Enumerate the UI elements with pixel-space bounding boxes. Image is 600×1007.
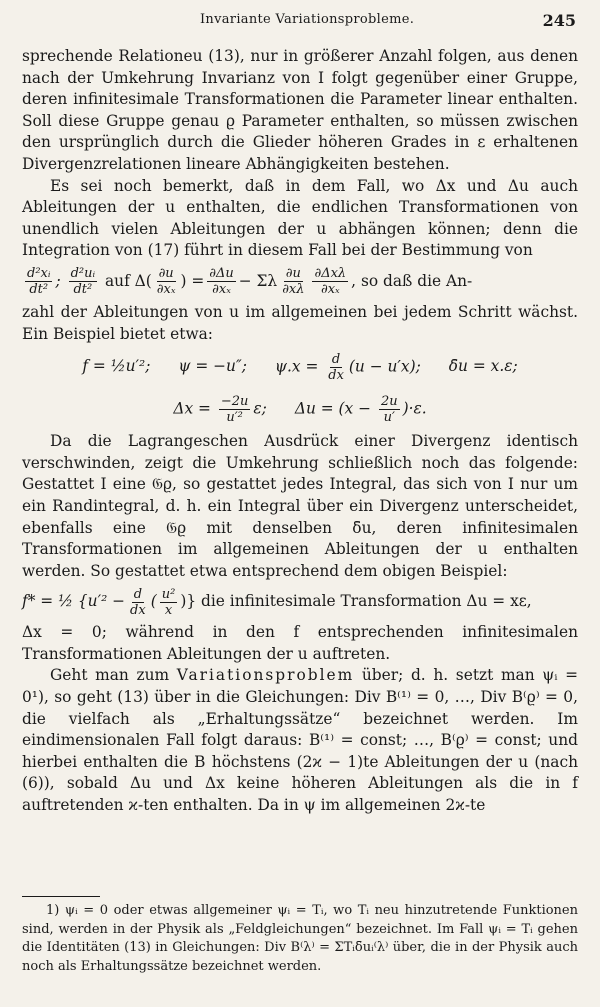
fraction: $\frac{d}{dx}$ xyxy=(130,586,146,618)
paragraph-2-end: zahl der Ableitungen von u im allgemeinen bei jedem Schritt wächst. Ein Beispiel bietet etwa: xyxy=(22,302,578,343)
fraction: $\frac{\text{u²}}{x}$ xyxy=(161,586,176,618)
fraction: $\frac{2u}{u'}$ xyxy=(380,393,398,425)
running-head: Invariante Variationsprobleme. xyxy=(200,12,415,27)
fraction: $\frac{\text{d²xᵢ}}{\text{dt²}}$ xyxy=(27,266,51,298)
paragraph-3: Da die Lagrangeschen Ausdrück einer Divergenz identisch verschwinden, zeigt die Umkehrung schließlich noch das folgende: Gestattet I eine 𝔊ϱ, so gestattet jedes Integral, das sich von I nur um ein Randintegral, d. h. ein Integral über ein Divergenz unterscheidet, ebenfalls eine 𝔊ϱ mit denselben δ̄u, deren infinitesimalen Transformationen im allgemeinen Ableitungen der u enthalten werden. So gestattet etwa entsprechend dem obigen Beispiel: xyxy=(22,432,578,580)
derivative-expression: $\frac{\text{d²xᵢ}}{\text{dt²}}$ ; $\frac{\text{d²uᵢ}}{\text{dt²}}$ auf Δ( $\frac{\partial u}{\text{∂xₓ}}$ ) = $\frac{\partial\Delta u}{\text{∂xₓ}}$ − Σλ $\frac{\partial u}{\partial x\lambda}$ $\frac{\text{∂Δxλ}}{\text{∂xₓ}}$ , so daß die An- xyxy=(27,266,473,298)
page-number: 245 xyxy=(542,11,576,30)
footnote xyxy=(22,902,578,976)
footnote-rule xyxy=(22,896,100,897)
page-header xyxy=(0,12,600,34)
fraction: $\frac{\text{∂Δxλ}}{\text{∂xₓ}}$ xyxy=(314,266,347,298)
fstar-expression: f* = ½ {u′² − $\frac{d}{dx}$ ( $\frac{\text{u²}}{x}$ )} die infinitesimale Transformation Δu = xε, xyxy=(22,586,532,618)
fraction: $\frac{-2u}{\text{u′²}}$ xyxy=(220,393,249,425)
footnote-text: 1) ψᵢ = 0 oder etwas allgemeiner ψᵢ = Tᵢ, wo Tᵢ neu hinzutretende Funktionen sind, werden in der Physik als „Feldgleichungen“ bezeichnet. Im Fall ψᵢ = Tᵢ gehen die Identitäten (13) in Gleichungen: Div B⁽λ⁾ = ΣTᵢδ̄uᵢ⁽λ⁾ über, die in der Physik auch noch als Erhaltungssätze bezeichnet werden. xyxy=(22,903,578,974)
paragraph-4: Geht man zum Variationsproblem über; d. h. setzt man ψᵢ = 0¹), so geht (13) über in die Gleichungen: Div B⁽¹⁾ = 0, …, Div B⁽ϱ⁾ = 0, die vielfach als „Erhaltungssätze“ bezeichnet werden. Im eindimensionalen Fall folgt daraus: B⁽¹⁾ = const; …, B⁽ϱ⁾ = const; und hierbei enthalten die B höchstens (2ϰ − 1)te Ableitungen der u (nach (6)), sobald Δu und Δx keine höheren Ableitungen als die in f auftretenden ϰ-ten enthalten. Da in ψ im allgemeinen 2ϰ-te xyxy=(22,666,578,815)
fraction: $\frac{\partial u}{\partial x\lambda}$ xyxy=(282,266,305,298)
example-equations-1: f = ½u′²; ψ = −u″; ψ.x = $\frac{d}{dx}$ (u − u′x); δ̄u = x.ε; xyxy=(82,351,518,383)
fraction: $\frac{\partial u}{\text{∂xₓ}}$ xyxy=(156,266,176,298)
paragraph-3-end: Δx = 0; während in den f entsprechenden infinitesimalen Transformationen Ableitungen der u auftreten. xyxy=(22,623,578,663)
paragraph-1: sprechende Relationeu (13), nur in größerer Anzahl folgen, aus denen nach der Umkehrung Invarianz von I folgt gegenüber einer Gruppe, deren infinitesimale Transformationen die Parameter linear enthalten. Soll diese Gruppe genau ϱ Parameter enthalten, so müssen zwischen den ursprünglich durch die Glieder höheren Grades in ε erhaltenen Divergenzrelationen lineare Abhängigkeiten bestehen. xyxy=(22,47,578,173)
fraction: $\frac{d}{dx}$ xyxy=(328,351,344,383)
fraction: $\frac{\text{d²uᵢ}}{\text{dt²}}$ xyxy=(70,266,96,298)
fraction: $\frac{\partial\Delta u}{\text{∂xₓ}}$ xyxy=(209,266,234,298)
paragraph-2: Es sei noch bemerkt, daß in dem Fall, wo Δx und Δu auch Ableitungen der u enthalten, die endlichen Transformationen von unendlich vielen Ableitungen der u abhängen können; denn die Integration von (17) führt in diesem Fall bei der Bestimmung von xyxy=(22,176,578,260)
example-equations-2: Δx = $\frac{-2u}{\text{u′²}}$ ε; Δu = (x − $\frac{2u}{u'}$ )·ε. xyxy=(173,393,427,425)
main-text xyxy=(22,46,578,817)
